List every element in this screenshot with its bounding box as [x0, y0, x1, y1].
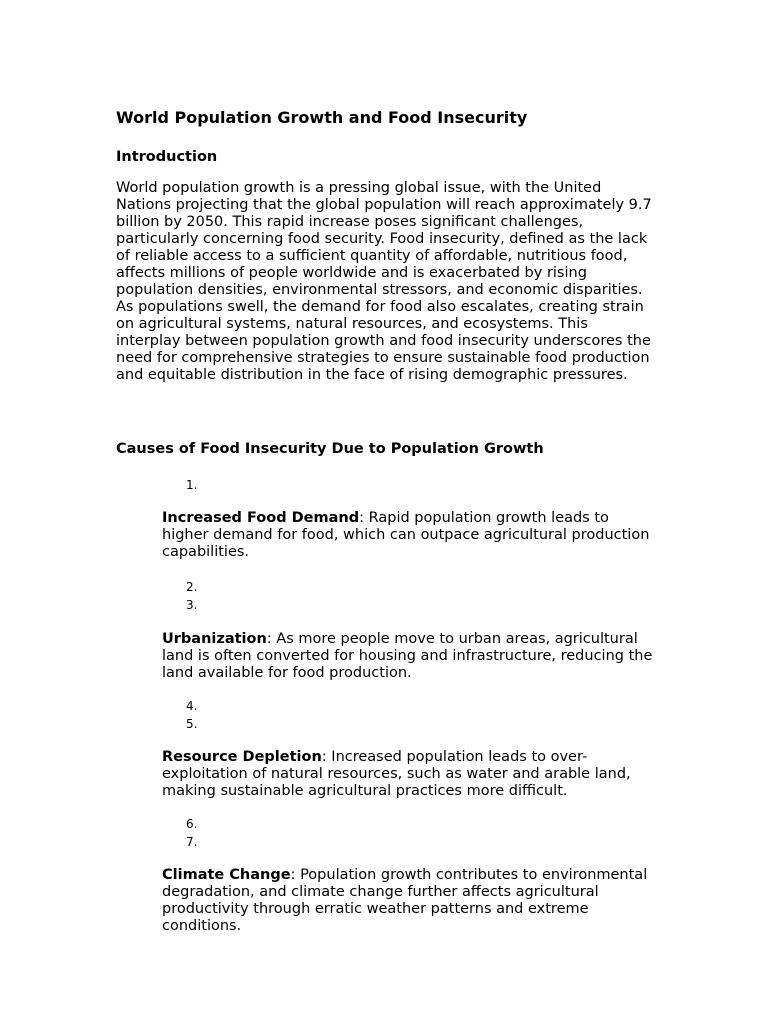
cause-term: Resource Depletion	[162, 749, 322, 765]
cause-term: Climate Change	[162, 867, 291, 883]
causes-heading: Causes of Food Insecurity Due to Population Growth	[116, 441, 544, 457]
list-number: 6.	[186, 817, 198, 831]
cause-item-resource-depletion	[162, 749, 658, 800]
introduction-paragraph: World population growth is a pressing global issue, with the United Nations projecting that the global population will reach approximately 9.7 billion by 2050. This rapid increase poses significant challenges, particularly concerning food security. Food insecurity, defined as the lack of reliable access to a sufficient quantity of affordable, nutritious food, affects millions of people worldwide and is exacerbated by rising population densities, environmental stressors, and economic disparities. As populations swell, the demand for food also escalates, creating strain on agricultural systems, natural resources, and ecosystems. This interplay between population growth and food insecurity underscores the need for comprehensive strategies to ensure sustainable food production and equitable distribution in the face of rising demographic pressures.	[116, 180, 652, 383]
cause-description: : Population growth contributes to environmental degradation, and climate change further affects agricultural productivity through erratic weather patterns and extreme conditions.	[162, 867, 648, 934]
document-title: World Population Growth and Food Insecurity	[116, 108, 528, 127]
list-number: 2.	[186, 580, 198, 594]
cause-description: : Rapid population growth leads to higher demand for food, which can outpace agricultural production capabilities.	[162, 510, 650, 560]
cause-item-climate-change	[162, 867, 658, 935]
list-number: 3.	[186, 598, 198, 612]
cause-description: : As more people move to urban areas, agricultural land is often converted for housing and infrastructure, reducing the land available for food production.	[162, 631, 653, 681]
list-number: 1.	[186, 478, 198, 492]
cause-description: : Increased population leads to over-exploitation of natural resources, such as water and arable land, making sustainable agricultural practices more difficult.	[162, 749, 631, 799]
list-number: 7.	[186, 835, 198, 849]
introduction-heading: Introduction	[116, 149, 218, 165]
cause-term: Urbanization	[162, 631, 267, 647]
cause-item-food-demand	[162, 510, 658, 561]
list-number: 4.	[186, 699, 198, 713]
cause-term: Increased Food Demand	[162, 510, 360, 526]
cause-item-urbanization	[162, 631, 658, 682]
list-number: 5.	[186, 717, 198, 731]
